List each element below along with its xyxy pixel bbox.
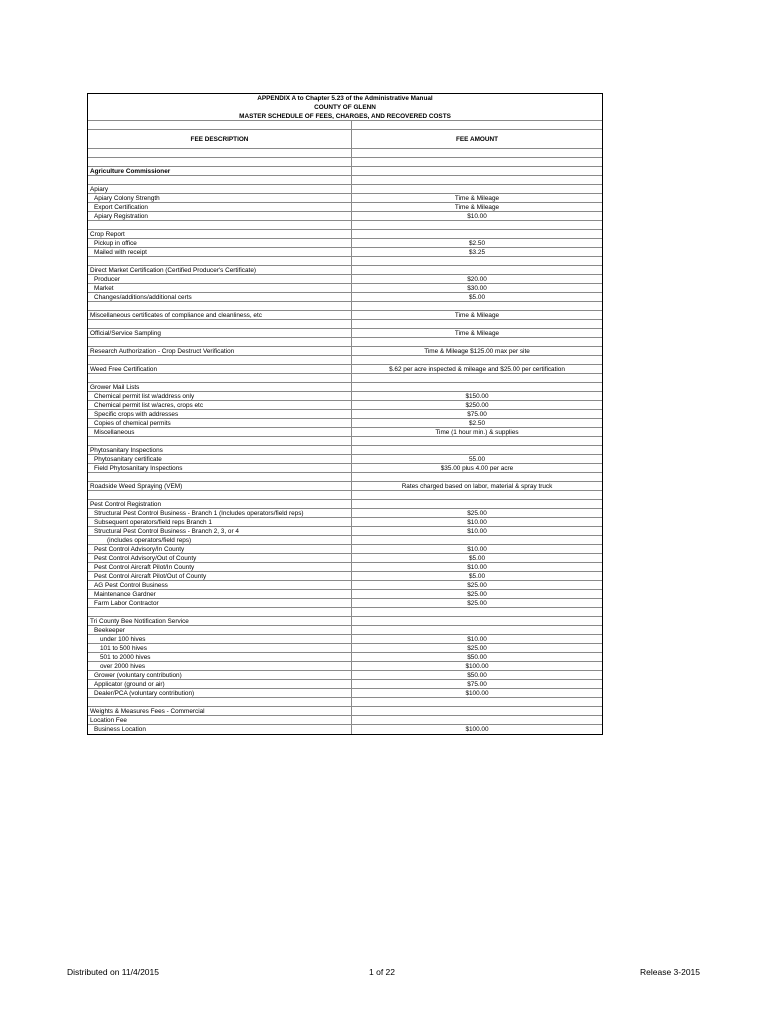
fee-amount: $100.00	[465, 663, 489, 670]
fee-description: Grower (voluntary contribution)	[88, 671, 352, 680]
fee-amount: $75.00	[467, 681, 487, 688]
fee-description: Weights & Measures Fees - Commercial	[88, 707, 352, 716]
fee-description: Structural Pest Control Business - Branch 2, 3, or 4	[88, 527, 352, 536]
fee-amount	[352, 356, 602, 365]
table-row	[88, 347, 602, 356]
fee-amount	[352, 302, 602, 311]
fee-amount: $25.00	[467, 582, 487, 589]
fee-description: Pest Control Advisory/Out of County	[88, 554, 352, 563]
fee-amount: $10.00	[467, 636, 487, 643]
fee-amount	[352, 176, 602, 185]
appendix-title: APPENDIX A to Chapter 5.23 of the Administrative Manual	[257, 95, 433, 102]
table-row	[88, 428, 602, 437]
fee-amount	[352, 536, 602, 545]
fee-description: Phytosanitary Inspections	[88, 446, 352, 455]
fee-amount	[352, 374, 602, 383]
table-row	[88, 698, 602, 707]
table-row	[88, 653, 602, 662]
fee-amount	[352, 167, 602, 176]
fee-amount	[352, 473, 602, 482]
fee-description: Pickup in office	[88, 239, 352, 248]
fee-amount	[352, 158, 602, 167]
fee-description: Copies of chemical permits	[88, 419, 352, 428]
table-row	[88, 365, 602, 374]
fee-schedule-table	[87, 93, 603, 735]
fee-amount: $50.00	[467, 654, 487, 661]
fee-amount: $100.00	[465, 726, 489, 733]
fee-amount: $10.00	[467, 519, 487, 526]
fee-amount: $5.00	[469, 294, 485, 301]
fee-amount	[352, 617, 602, 626]
fee-amount: $10.00	[467, 564, 487, 571]
fee-description: Apiary Registration	[88, 212, 352, 221]
table-row	[88, 257, 602, 266]
fee-amount: $10.00	[467, 546, 487, 553]
table-row	[88, 464, 602, 473]
fee-description: Roadside Weed Spraying (VEM)	[88, 482, 352, 491]
fee-amount	[352, 437, 602, 446]
table-row	[88, 239, 602, 248]
table-row	[88, 491, 602, 500]
fee-description: Official/Service Sampling	[88, 329, 352, 338]
table-row	[88, 554, 602, 563]
fee-amount: $5.00	[469, 555, 485, 562]
fee-amount	[352, 446, 602, 455]
column-header-description: FEE DESCRIPTION	[88, 130, 352, 149]
fee-amount: Time & Mileage	[454, 330, 500, 337]
fee-description: Field Phytosanitary Inspections	[88, 464, 352, 473]
fee-description: Chemical permit list w/acres, crops etc	[88, 401, 352, 410]
table-row	[88, 725, 602, 734]
table-row	[88, 437, 602, 446]
fee-amount	[352, 716, 602, 725]
county-title: COUNTY OF GLENN	[314, 104, 376, 111]
fee-amount: Time & Mileage	[454, 312, 500, 319]
column-header-amount: FEE AMOUNT	[455, 136, 498, 143]
fee-description: Location Fee	[88, 716, 352, 725]
column-header-row	[88, 130, 602, 149]
table-row	[88, 293, 602, 302]
table-row	[88, 383, 602, 392]
table-row	[88, 203, 602, 212]
table-row	[88, 680, 602, 689]
fee-description: Miscellaneous	[88, 428, 352, 437]
fee-description	[88, 221, 352, 230]
table-row	[88, 716, 602, 725]
table-row	[88, 212, 602, 221]
fee-description: Export Certification	[88, 203, 352, 212]
fee-amount: $.62 per acre inspected & mileage and $25.00 per certification	[389, 366, 565, 373]
fee-description	[88, 257, 352, 266]
table-row	[88, 671, 602, 680]
fee-amount	[352, 338, 602, 347]
fee-amount: Rates charged based on labor, material & spray truck	[401, 483, 553, 490]
fee-description: Phytosanitary certificate	[88, 455, 352, 464]
fee-description: Maintenance Gardner	[88, 590, 352, 599]
fee-description: over 2000 hives	[88, 662, 352, 671]
fee-description	[88, 491, 352, 500]
table-row	[88, 545, 602, 554]
fee-amount: $2.50	[469, 240, 485, 247]
table-row	[88, 446, 602, 455]
fee-amount: $35.00 plus 4.00 per acre	[440, 465, 514, 472]
table-row	[88, 302, 602, 311]
fee-description: Direct Market Certification (Certified Producer's Certificate)	[88, 266, 352, 275]
fee-amount: $10.00	[467, 528, 487, 535]
table-row	[88, 608, 602, 617]
fee-amount: 55.00	[469, 456, 485, 463]
fee-amount	[352, 266, 602, 275]
table-row	[88, 320, 602, 329]
table-row	[88, 392, 602, 401]
table-row	[88, 590, 602, 599]
table-row	[88, 518, 602, 527]
table-row	[88, 563, 602, 572]
footer-page-number: 1 of 22	[369, 967, 395, 977]
fee-description: Subsequent operators/field reps Branch 1	[88, 518, 352, 527]
fee-description: Mailed with receipt	[88, 248, 352, 257]
table-row	[88, 266, 602, 275]
fee-description	[88, 374, 352, 383]
fee-description	[88, 320, 352, 329]
fee-amount: $20.00	[467, 276, 487, 283]
fee-amount: Time & Mileage	[454, 195, 500, 202]
fee-description: Research Authorization - Crop Destruct Verification	[88, 347, 352, 356]
fee-amount: $25.00	[467, 645, 487, 652]
fee-amount	[352, 500, 602, 509]
fee-description: Weed Free Certification	[88, 365, 352, 374]
fee-description: 101 to 500 hives	[88, 644, 352, 653]
table-row	[88, 509, 602, 518]
fee-amount: $3.25	[469, 249, 485, 256]
fee-amount: $25.00	[467, 591, 487, 598]
table-row	[88, 356, 602, 365]
table-row	[88, 617, 602, 626]
table-row	[88, 311, 602, 320]
fee-description: Crop Report	[88, 230, 352, 239]
fee-amount	[352, 707, 602, 716]
fee-amount	[352, 608, 602, 617]
fee-description: 501 to 2000 hives	[88, 653, 352, 662]
fee-description: Changes/additions/additional certs	[88, 293, 352, 302]
table-row	[88, 482, 602, 491]
fee-description	[88, 473, 352, 482]
fee-description: Farm Labor Contractor	[88, 599, 352, 608]
table-row	[88, 572, 602, 581]
fee-description: Structural Pest Control Business - Branch 1 (Includes operators/field reps)	[88, 509, 352, 518]
table-row	[88, 401, 602, 410]
fee-amount	[352, 257, 602, 266]
fee-description	[88, 158, 352, 167]
fee-amount	[352, 149, 602, 158]
table-row	[88, 158, 602, 167]
table-row	[88, 644, 602, 653]
fee-amount: $25.00	[467, 510, 487, 517]
table-row	[88, 626, 602, 635]
fee-description	[88, 608, 352, 617]
table-row	[88, 500, 602, 509]
table-row	[88, 689, 602, 698]
fee-amount	[352, 626, 602, 635]
fee-rows	[88, 149, 602, 734]
table-row	[88, 275, 602, 284]
fee-amount: Time & Mileage	[454, 204, 500, 211]
spacer-row	[88, 121, 602, 130]
fee-description	[88, 149, 352, 158]
table-row	[88, 419, 602, 428]
fee-description	[88, 356, 352, 365]
table-row	[88, 473, 602, 482]
fee-description	[88, 176, 352, 185]
table-row	[88, 374, 602, 383]
fee-description	[88, 338, 352, 347]
fee-amount: Time (1 hour min.) & supplies	[435, 429, 519, 436]
table-row	[88, 707, 602, 716]
fee-amount	[352, 320, 602, 329]
title-row	[88, 103, 602, 112]
fee-description: under 100 hives	[88, 635, 352, 644]
fee-amount	[352, 698, 602, 707]
table-row	[88, 149, 602, 158]
table-row	[88, 581, 602, 590]
fee-amount: $250.00	[465, 402, 489, 409]
title-row	[88, 112, 602, 121]
fee-description: Applicator (ground or air)	[88, 680, 352, 689]
fee-description	[88, 302, 352, 311]
fee-description: Apiary Colony Strength	[88, 194, 352, 203]
fee-description: Producer	[88, 275, 352, 284]
fee-amount: $25.00	[467, 600, 487, 607]
fee-description: Beekeeper	[88, 626, 352, 635]
fee-description: AG Pest Control Business	[88, 581, 352, 590]
table-row	[88, 176, 602, 185]
fee-description: Pest Control Aircraft Pilot/In County	[88, 563, 352, 572]
table-row	[88, 338, 602, 347]
table-row	[88, 194, 602, 203]
fee-amount: Time & Mileage $125.00 max per site	[424, 348, 530, 355]
table-row	[88, 455, 602, 464]
fee-description: Market	[88, 284, 352, 293]
fee-amount: $30.00	[467, 285, 487, 292]
table-row	[88, 527, 602, 536]
fee-description: Miscellaneous certificates of compliance and cleanliness, etc	[88, 311, 352, 320]
fee-description: Pest Control Aircraft Pilot/Out of County	[88, 572, 352, 581]
fee-description: Dealer/PCA (voluntary contribution)	[88, 689, 352, 698]
fee-description: Apiary	[88, 185, 352, 194]
table-row	[88, 230, 602, 239]
table-row	[88, 284, 602, 293]
fee-amount: $50.00	[467, 672, 487, 679]
fee-amount: $2.50	[469, 420, 485, 427]
fee-amount: $75.00	[467, 411, 487, 418]
fee-description: Grower Mail Lists	[88, 383, 352, 392]
table-row	[88, 221, 602, 230]
title-row	[88, 94, 602, 103]
fee-description: Agriculture Commissioner	[88, 167, 352, 176]
footer-distributed-date: Distributed on 11/4/2015	[67, 967, 159, 977]
fee-amount	[352, 383, 602, 392]
table-row	[88, 410, 602, 419]
table-row	[88, 536, 602, 545]
footer-release: Release 3-2015	[639, 967, 700, 977]
table-row	[88, 635, 602, 644]
fee-description: Business Location	[88, 725, 352, 734]
fee-description: (includes operators/field reps)	[88, 536, 352, 545]
fee-description: Chemical permit list w/address only	[88, 392, 352, 401]
table-row	[88, 662, 602, 671]
fee-description	[88, 698, 352, 707]
fee-amount: $150.00	[465, 393, 489, 400]
fee-description: Pest Control Advisory/In County	[88, 545, 352, 554]
table-row	[88, 185, 602, 194]
fee-description: Pest Control Registration	[88, 500, 352, 509]
table-row	[88, 248, 602, 257]
table-row	[88, 599, 602, 608]
fee-amount: $10.00	[467, 213, 487, 220]
fee-amount: $5.00	[469, 573, 485, 580]
fee-amount	[352, 221, 602, 230]
fee-description	[88, 437, 352, 446]
fee-description: Specific crops with addresses	[88, 410, 352, 419]
table-row	[88, 167, 602, 176]
fee-amount	[352, 230, 602, 239]
fee-amount: $100.00	[465, 690, 489, 697]
fee-description: Tri County Bee Notification Service	[88, 617, 352, 626]
fee-amount	[352, 491, 602, 500]
fee-amount	[352, 185, 602, 194]
table-row	[88, 329, 602, 338]
schedule-title: MASTER SCHEDULE OF FEES, CHARGES, AND RECOVERED COSTS	[239, 113, 451, 120]
